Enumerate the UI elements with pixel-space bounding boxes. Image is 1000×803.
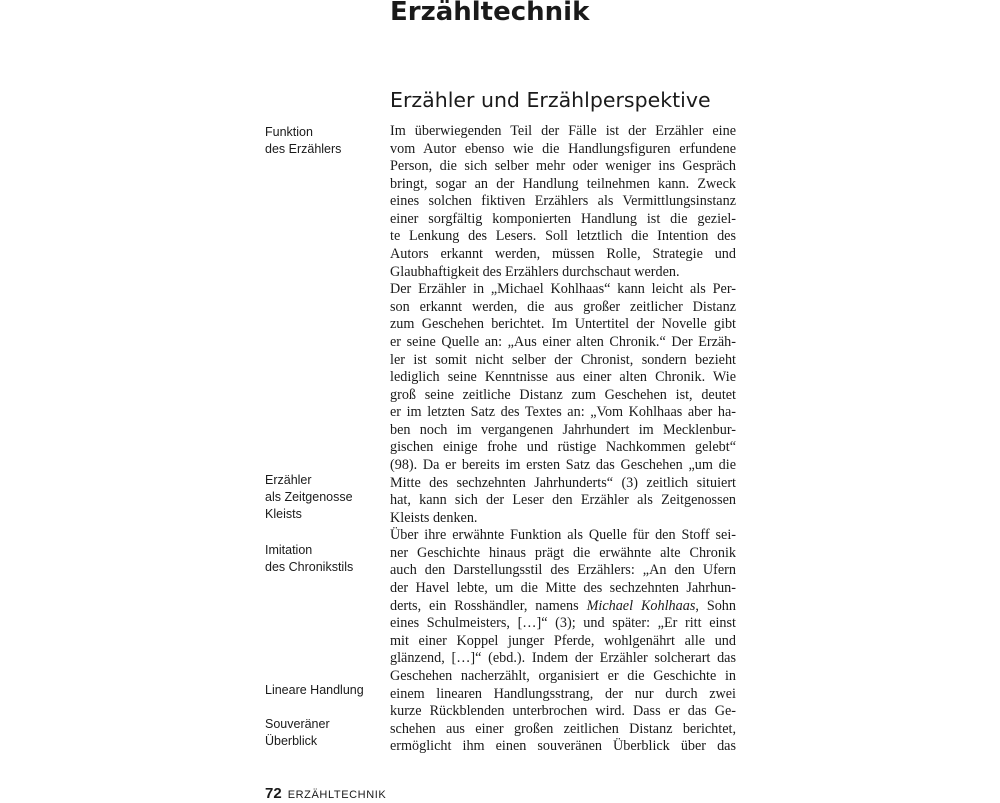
running-footer: ERZÄHLTECHNIK [287,789,387,801]
body-line: hat, kann sich der Leser den Erzähler als Zeitgenossen [390,492,736,509]
body-line: kurze Rückblenden unterbrochen wird. Dass er das Ge- [390,703,736,720]
margin-note-line: Imitation [265,543,313,557]
body-line: einer sorgfältig komponierten Handlung ist die geziel- [390,210,736,227]
body-line: Glaubhaftigkeit des Erzählers durchschaut werden. [390,263,680,280]
body-line: Geschehen nacherzählt, organisiert er die Geschichte in [390,667,736,684]
margin-note-zeitgenosse [265,472,385,523]
body-line: eines Schulmeisters, […]“ (3); und später: „Er ritt einst [390,615,736,632]
margin-note-line: des Erzählers [265,142,342,156]
body-line: Mitte des sechzehnten Jahrhunderts“ (3) zeitlich situiert [390,474,736,491]
body-line: einem linearen Handlungsstrang, der nur durch zwei [390,685,736,702]
body-line: Im überwiegenden Teil der Fälle ist der Erzähler eine [390,123,736,139]
margin-note-ueberblick [265,716,385,750]
body-line: vom Autor ebenso wie die Handlungsfiguren erfundene [390,140,736,157]
margin-note-line: Lineare Handlung [265,683,364,697]
italic-name: Michael Kohlhaas [586,597,696,614]
body-line: ermöglicht ihm einen souveränen Überblick über das [390,738,736,755]
body-line: ner Geschichte hinaus prägt die erwähnte alte Chronik [390,544,736,561]
body-line: eines solchen fiktiven Erzählers als Vermittlungsinstanz [390,193,736,210]
margin-note-line: Souveräner [265,717,330,731]
body-line: groß seine zeitliche Distanz zum Geschehen ist, deutet [390,386,736,403]
body-line: son erkannt werden, die aus großer zeitlicher Distanz [390,298,736,315]
margin-note-line: als Zeitgenosse [265,490,353,504]
body-line: bringt, sogar an der Handlung teilnehmen kann. Zweck [390,175,736,192]
body-line-part: , Sohn [695,597,736,614]
body-line: gischen einige frohe und rüstige Nachkommen gelebt“ [390,439,736,456]
body-line: er im letzten Satz des Textes an: „Vom Kohlhaas aber ha- [390,404,736,421]
margin-note-line: Kleists [265,507,302,521]
body-line: Der Erzähler in „Michael Kohlhaas“ kann leicht als Per- [390,281,736,298]
body-line: auch den Darstellungsstil des Erzählers: „An den Ufern [390,562,736,579]
body-line-with-italic [390,598,736,616]
body-line-part: derts, ein Rosshändler, namens [390,597,587,614]
margin-note-line: des Chronikstils [265,560,354,574]
body-line: Autors erkannt werden, müssen Rolle, Strategie und [390,246,736,263]
page-number: 72 [265,785,282,802]
body-line: Person, die sich selber mehr oder weniger ins Gespräch [390,158,736,175]
margin-note-line: Erzähler [265,473,312,487]
margin-note-funktion [265,124,385,158]
chapter-title: Erzähltechnik [390,0,590,27]
body-line: der Havel lebte, um die Mitte des sechzehnten Jahrhun- [390,580,736,597]
body-line: glänzend, […]“ (ebd.). Indem der Erzähler solcherart das [390,650,736,667]
body-line: mit einer Koppel junger Pferde, wohlgenährt alle und [390,632,736,649]
body-line: Kleists denken. [390,509,478,526]
body-line: zum Geschehen berichtet. Im Untertitel der Novelle gibt [390,316,736,333]
body-line: Über ihre erwähnte Funktion als Quelle für den Stoff sei- [390,527,736,544]
page-footer [265,785,386,803]
body-line: er seine Quelle an: „Aus einer alten Chronik.“ Der Erzäh- [390,333,736,350]
body-line: ben noch im vergangenen Jahrhundert im Mecklenbur- [390,421,736,438]
margin-note-line: Überblick [265,734,318,748]
margin-note-line: Funktion [265,125,313,139]
body-line: schehen aus einer großen zeitlichen Distanz berichtet, [390,720,736,737]
body-line: lediglich seine Kenntnisse aus einer alten Chronik. Wie [390,369,736,386]
body-line: (98). Da er bereits im ersten Satz das Geschehen „um die [390,456,736,473]
margin-note-chronikstil [265,542,385,576]
section-title: Erzähler und Erzählperspektive [390,88,711,112]
body-text [390,123,736,756]
margin-note-lineare-handlung [265,682,385,699]
body-line: ler ist somit nicht selber der Chronist, sondern bezieht [390,351,736,368]
body-line: te Lenkung des Lesers. Soll letztlich die Intention des [390,228,736,245]
